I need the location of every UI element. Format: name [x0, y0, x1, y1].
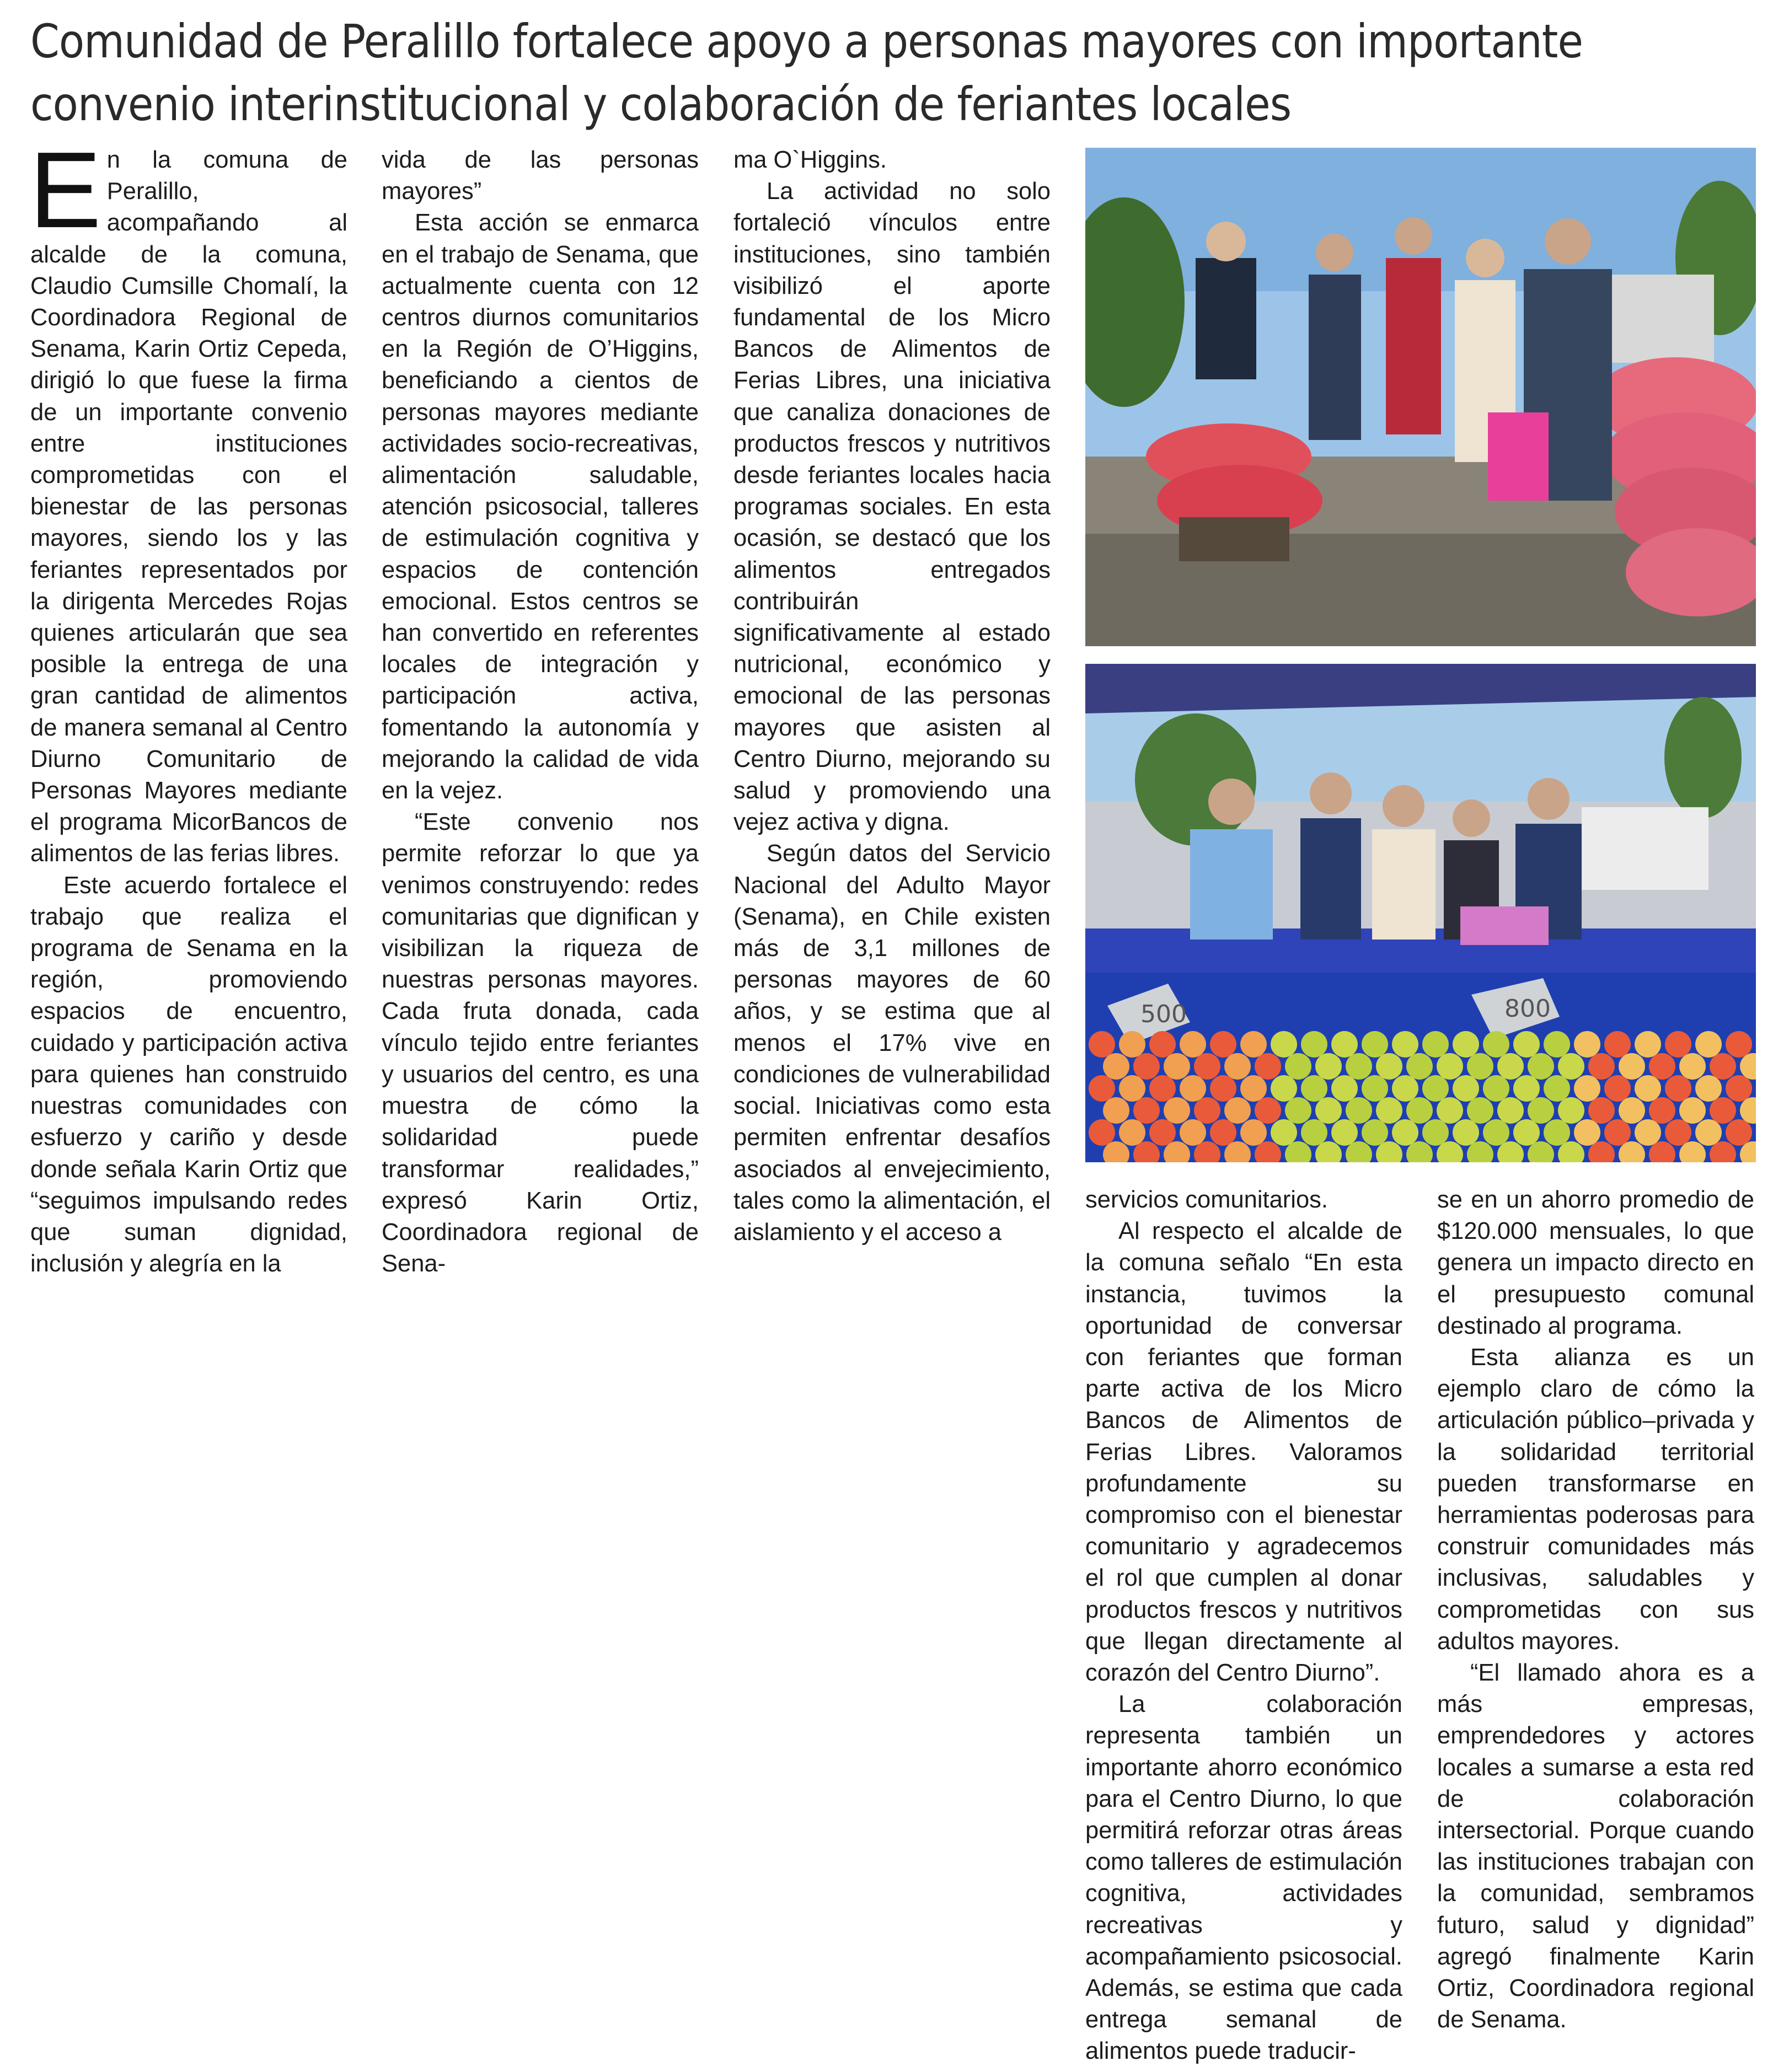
fruit [1331, 1031, 1358, 1058]
fruit [1164, 1097, 1190, 1124]
paragraph-1-text: n la comuna de Peralillo, acompañando al alcalde de la comuna, Claudio Cumsille Chomalí, la Coordinadora Regional de Senama, Karin Ortiz Cepeda, dirigió lo que fuese la firma de un importante convenio entre instituciones comprometidas con el bienestar de las personas mayores, siendo los y las feriantes representados por la dirigenta Mercedes Rojas quienes articularán que sea posible la entrega de una gran cantidad de alimentos de manera semanal al Centro Diurno Comunitario de Personas Mayores mediante el programa MicorBancos de alimentos de las ferias libres. [30, 147, 347, 867]
photo-illustration [1085, 148, 1756, 646]
fruit [1240, 1075, 1267, 1102]
fruit [1376, 1053, 1402, 1080]
fruit [1467, 1097, 1493, 1124]
fruit [1665, 1075, 1691, 1102]
fruit [1362, 1119, 1388, 1146]
fruit [1224, 1097, 1251, 1124]
fruit [1437, 1097, 1463, 1124]
fruit [1710, 1053, 1736, 1080]
fruit [1103, 1097, 1129, 1124]
fruit [1619, 1097, 1645, 1124]
people-with-produce-sacks-photo [1085, 148, 1756, 646]
fruit [1544, 1075, 1570, 1102]
fruit [1180, 1031, 1206, 1058]
fruit [1453, 1075, 1479, 1102]
fruit [1574, 1031, 1600, 1058]
fruit [1483, 1031, 1509, 1058]
article-column-3 [733, 144, 1051, 1248]
fruit [1406, 1097, 1433, 1124]
fruit [1604, 1119, 1631, 1146]
fruit [1271, 1075, 1297, 1102]
fruit [1588, 1053, 1615, 1080]
paragraph-continued: vida de las personas mayores” [382, 147, 699, 205]
fruit [1164, 1053, 1190, 1080]
fruit [1089, 1119, 1115, 1146]
fruit [1679, 1053, 1706, 1080]
fruit [1695, 1075, 1722, 1102]
fruit [1089, 1031, 1115, 1058]
fruit [1103, 1053, 1129, 1080]
fruit [1453, 1031, 1479, 1058]
fruit [1437, 1053, 1463, 1080]
fruit [1422, 1075, 1449, 1102]
fruit [1301, 1119, 1327, 1146]
fruit [1285, 1097, 1311, 1124]
fruit [1558, 1097, 1584, 1124]
paragraph-3: Esta acción se enmarca en el trabajo de Senama, que actualmente cuenta con 12 centros diurnos comunitarios en la Región de O’Higgins, beneficiando a cientos de personas mayores mediante actividades socio-recreativas, alimentación saludable, atención psicosocial, talleres de estimulación cognitiva y espacios de contención emocional. Estos centros se han convertido en referentes locales de integración y participación activa, fomentando la autonomía y mejorando la calidad de vida en la vejez. [382, 210, 699, 804]
fruit [1649, 1097, 1675, 1124]
fruit [1726, 1075, 1752, 1102]
fruit [1635, 1031, 1661, 1058]
fruit [1483, 1075, 1509, 1102]
fruit [1089, 1075, 1115, 1102]
fruit [1240, 1119, 1267, 1146]
fruit [1180, 1075, 1206, 1102]
fruit [1392, 1119, 1418, 1146]
fruit [1528, 1097, 1554, 1124]
fruit [1301, 1031, 1327, 1058]
fruit [1149, 1075, 1176, 1102]
fruit [1679, 1097, 1706, 1124]
headline-line-1: Comunidad de Peralillo fortalece apoyo a personas mayores con importante [30, 14, 1583, 68]
fruit [1422, 1031, 1449, 1058]
fruit [1271, 1119, 1297, 1146]
fruit [1574, 1119, 1600, 1146]
fruit [1149, 1119, 1176, 1146]
paragraph-continued: ma O`Higgins. [733, 147, 887, 173]
fruit [1649, 1053, 1675, 1080]
article-column-2 [382, 144, 699, 1280]
fruit [1574, 1075, 1600, 1102]
fruit [1392, 1031, 1418, 1058]
paragraph-7: Al respecto el alcalde de la comuna señalo “En esta instancia, tuvimos la oportunidad de conversar con feriantes que forman parte activa de los Micro Bancos de Alimentos de Ferias Libres. Valoramos profundamente su compromiso con el bienestar comunitario y agradecemos el rol que cumplen al donar productos frescos y nutritivos que llegan directamente al corazón del Centro Diurno”. [1085, 1218, 1402, 1687]
fruit [1513, 1031, 1540, 1058]
headline-line-2: convenio interinstitucional y colaboración de feriantes locales [30, 77, 1292, 131]
fruit [1453, 1119, 1479, 1146]
fruit [1362, 1075, 1388, 1102]
fruit [1119, 1119, 1145, 1146]
fruit [1726, 1031, 1752, 1058]
fruit [1271, 1031, 1297, 1058]
fruit [1180, 1119, 1206, 1146]
price-sign-1: 500 [1140, 1000, 1187, 1028]
fruit [1285, 1053, 1311, 1080]
paragraph-5: La actividad no solo fortaleció vínculos entre instituciones, sino también visibilizó el aporte fundamental de los Micro Bancos de Alimentos de Ferias Libres, una iniciativa que canaliza donaciones de productos frescos y nutritivos desde feriantes locales hacia programas sociales. En esta ocasión, se destacó que los alimentos entregados contribuirán significativamente al estado nutricional, económico y emocional de las personas mayores que asisten al Centro Diurno, mejorando su salud y promoviendo una vejez activa y digna. [733, 178, 1051, 836]
price-sign-2: 800 [1504, 995, 1551, 1023]
fruit [1619, 1053, 1645, 1080]
fruit [1544, 1119, 1570, 1146]
fruit [1513, 1119, 1540, 1146]
fruit [1635, 1119, 1661, 1146]
fruit [1133, 1097, 1160, 1124]
fruit [1119, 1075, 1145, 1102]
fruit [1726, 1119, 1752, 1146]
fruit [1346, 1097, 1372, 1124]
fruit [1240, 1031, 1267, 1058]
drop-cap: E [29, 130, 101, 250]
fruit [1210, 1031, 1236, 1058]
paragraph-continued: se en un ahorro promedio de $120.000 mensuales, lo que genera un impacto directo en el presupuesto comunal destinado al programa. [1437, 1187, 1754, 1339]
fruit [1710, 1097, 1736, 1124]
paragraph-continued: servicios comunitarios. [1085, 1187, 1328, 1213]
article-column-4 [1085, 1184, 1402, 2068]
fruit [1224, 1053, 1251, 1080]
fruit [1149, 1031, 1176, 1058]
fruit [1665, 1119, 1691, 1146]
fruit [1528, 1053, 1554, 1080]
fruit [1588, 1097, 1615, 1124]
fruit [1194, 1053, 1220, 1080]
fruit [1119, 1031, 1145, 1058]
photo-illustration [1085, 664, 1756, 1162]
paragraph-2: Este acuerdo fortalece el trabajo que realiza el programa de Senama en la región, promoviendo espacios de encuentro, cuidado y participación activa para quienes han construido nuestras comunidades con esfuerzo y cariño y desde donde señala Karin Ortiz que “seguimos impulsando redes que suman dignidad, inclusión y alegría en la [30, 872, 347, 1277]
fruit [1544, 1031, 1570, 1058]
fruit [1695, 1119, 1722, 1146]
paragraph-6: Según datos del Servicio Nacional del Adulto Mayor (Senama), en Chile existen más de 3,1 millones de personas mayores de 60 años, y se estima que al menos el 17% vive en condiciones de vulnerabilidad social. Iniciativas como esta permiten enfrentar desafíos asociados al envejecimiento, tales como la alimentación, el aislamiento y el acceso a [733, 840, 1051, 1246]
fruit [1406, 1053, 1433, 1080]
fruit [1497, 1053, 1524, 1080]
paragraph-10: “El llamado ahora es a más empresas, emprendedores y actores locales a sumarse a esta red de colaboración intersectorial. Porque cuando las instituciones trabajan con la comunidad, sembramos futuro, salud y dignidad” agregó finalmente Karin Ortiz, Coordinadora regional de Senama. [1437, 1660, 1754, 2033]
fruit [1422, 1119, 1449, 1146]
fruit [1255, 1053, 1281, 1080]
fruit [1558, 1053, 1584, 1080]
fruit [1695, 1031, 1722, 1058]
fruit [1255, 1097, 1281, 1124]
fruit [1315, 1097, 1342, 1124]
fruit [1315, 1053, 1342, 1080]
fruit [1392, 1075, 1418, 1102]
fruit [1467, 1053, 1493, 1080]
paragraph-8: La colaboración representa también un importante ahorro económico para el Centro Diurno, lo que permitirá reforzar otras áreas como talleres de estimulación cognitiva, actividades recreativas y acompañamiento psicosocial. Además, se estima que cada entrega semanal de alimentos puede traducir- [1085, 1691, 1402, 2065]
article-column-5 [1437, 1184, 1754, 2036]
fruit [1513, 1075, 1540, 1102]
paragraph-4: “Este convenio nos permite reforzar lo que ya venimos construyendo: redes comunitarias que dignifican y visibilizan la riqueza de nuestras personas mayores. Cada fruta donada, cada vínculo tejido entre feriantes y usuarios del centro, es una muestra de cómo la solidaridad puede transformar realidades,” expresó Karin Ortiz, Coordinadora regional de Sena- [382, 809, 699, 1277]
fruit [1194, 1097, 1220, 1124]
fruit [1376, 1097, 1402, 1124]
paragraph-9: Esta alianza es un ejemplo claro de cómo la articulación público–privada y la solidaridad territorial pueden transformarse en herramientas poderosas para construir comunidades más inclusivas, saludables y comprometidas con sus adultos mayores. [1437, 1344, 1754, 1655]
fruit [1665, 1031, 1691, 1058]
fruit [1301, 1075, 1327, 1102]
fruit [1635, 1075, 1661, 1102]
fruit [1133, 1053, 1160, 1080]
headline [30, 10, 1589, 136]
fruit [1483, 1119, 1509, 1146]
fruit [1497, 1097, 1524, 1124]
fruit [1210, 1075, 1236, 1102]
fruit [1604, 1031, 1631, 1058]
fruit [1362, 1031, 1388, 1058]
fruit [1604, 1075, 1631, 1102]
paragraph-1 [29, 130, 347, 870]
fruit [1210, 1119, 1236, 1146]
fruit-stand-photo [1085, 664, 1756, 1162]
fruit [1331, 1075, 1358, 1102]
article-column-1 [29, 130, 347, 1280]
fruit [1346, 1053, 1372, 1080]
fruit [1331, 1119, 1358, 1146]
